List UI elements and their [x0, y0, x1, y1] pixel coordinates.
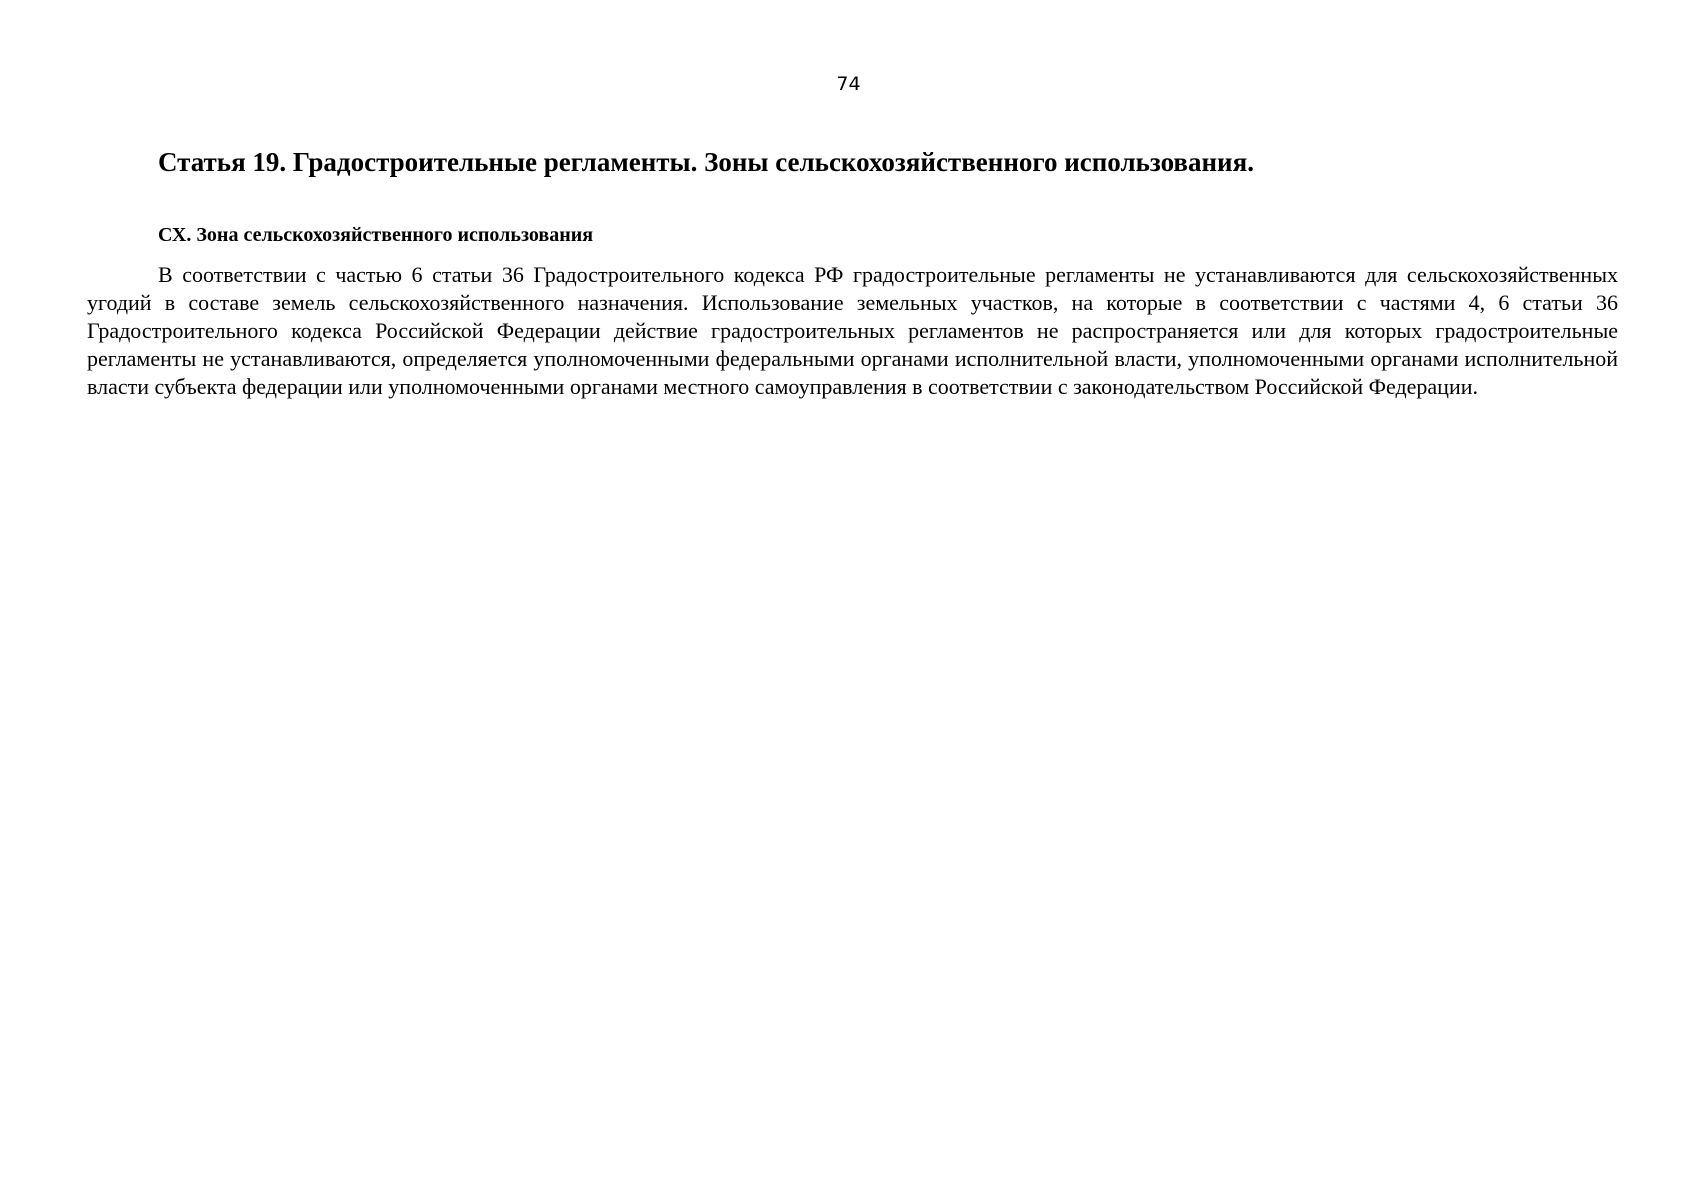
zone-heading: СХ. Зона сельскохозяйственного использования	[158, 224, 594, 246]
article-title: Статья 19. Градостроительные регламенты. Зоны сельскохозяйственного использования.	[158, 147, 1254, 177]
page-number: 74	[836, 73, 861, 95]
zone-paragraph: В соответствии с частью 6 статьи 36 Градостроительного кодекса РФ градостроительные регламенты не устанавливаются для сельскохозяйственных угодий в составе земель сельскохозяйственного назначения. Использование земельных участков, на которые в соответствии с частями 4, 6 статьи 36 Градостроительного кодекса Российской Федерации действие градостроительных регламентов не распространяется или для которых градостроительные регламенты не устанавливаются, определяется уполномоченными федеральными органами исполнительной власти, уполномоченными органами исполнительной власти субъекта федерации или уполномоченными органами местного самоуправления в соответствии с законодательством Российской Федерации.	[87, 262, 1618, 399]
